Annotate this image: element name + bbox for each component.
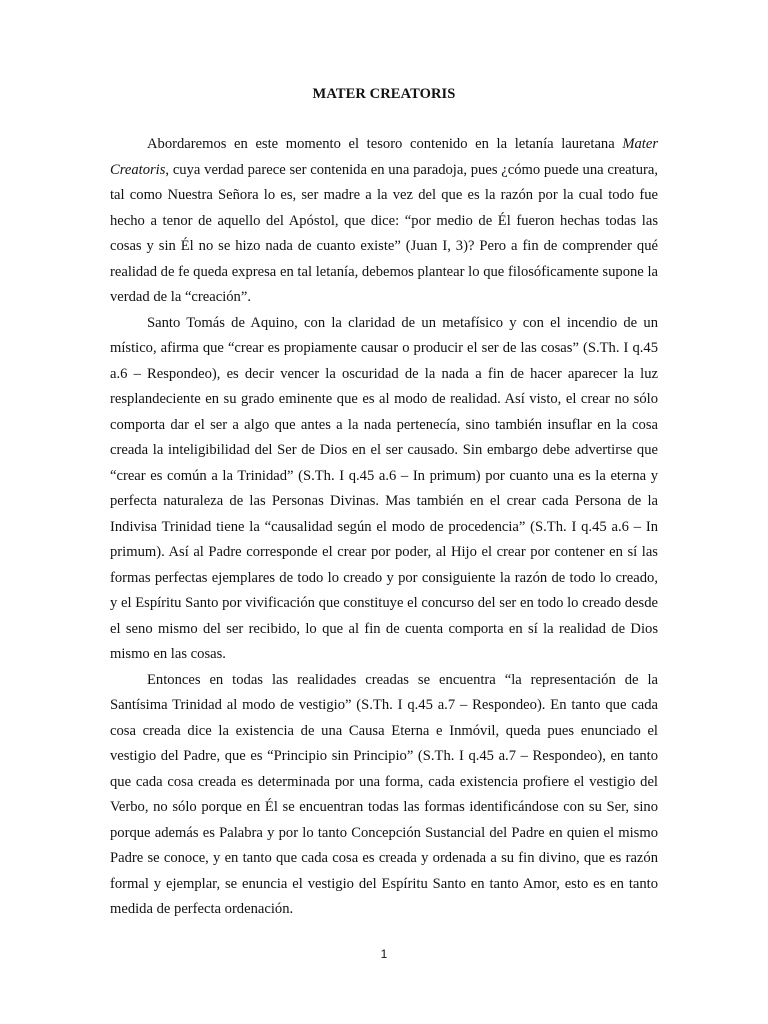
text-run: Santo Tomás de Aquino, con la claridad de un metafísico y con el incendio de un místico, afirma que “crear es propiamente causar o producir el ser de las cosas” (S.Th. I q.45 a.6 – Respondeo), es decir vencer la oscuridad de la nada a fin de hacer aparecer la luz resplandeciente en su grado eminente que es al modo de realidad. Así visto, el crear no sólo comporta dar el ser a algo que antes a la nada pertenecía, sino también insuflar en la cosa creada la inteligibilidad del Ser de Dios en el ser causado. Sin embargo debe advertirse que “crear es común a la Trinidad” (S.Th. I q.45 a.6 – In primum) por cuanto una es la eterna y perfecta naturaleza de las Personas Divinas. Mas también en el crear cada Persona de la Indivisa Trinidad tiene la “causalidad según el modo de procedencia” (S.Th. I q.45 a.6 – In primum). Así al Padre corresponde el crear por poder, al Hijo el crear por contener en sí las formas perfectas ejemplares de todo lo creado y por consiguiente la razón de todo lo creado, y el Espíritu Santo por vivificación que constituye el concurso del ser en todo lo creado desde el seno mismo del ser recibido, lo que al fin de cuenta comporta en sí la realidad de Dios mismo en las cosas.: [110, 314, 658, 662]
document-body: [110, 132, 658, 923]
document-title: MATER CREATORIS: [312, 86, 456, 102]
paragraph: [110, 132, 658, 311]
paragraph: [110, 668, 658, 923]
page-number: 1: [380, 947, 388, 961]
paragraph: [110, 311, 658, 668]
italic-text: Mater Creatoris: [110, 136, 658, 178]
text-run: , cuya verdad parece ser contenida en una paradoja, pues ¿cómo puede una creatura, tal como Nuestra Señora lo es, ser madre a la vez del que es la razón por la cual todo fue hecho a tenor de aquello del Apóstol, que dice: “por medio de Él fueron hechas todas las cosas y sin Él no se hizo nada de cuanto existe” (Juan I, 3)? Pero a fin de comprender qué realidad de fe queda expresa en tal letanía, debemos plantear lo que filosóficamente supone la verdad de la “creación”.: [110, 161, 658, 305]
text-run: Abordaremos en este momento el tesoro contenido en la letanía lauretana: [147, 136, 623, 152]
text-run: Entonces en todas las realidades creadas se encuentra “la representación de la Santísima Trinidad al modo de vestigio” (S.Th. I q.45 a.7 – Respondeo). En tanto que cada cosa creada dice la existencia de una Causa Eterna e Inmóvil, queda pues enunciado el vestigio del Padre, que es “Principio sin Principio” (S.Th. I q.45 a.7 – Respondeo), en tanto que cada cosa creada es determinada por una forma, cada existencia profiere el vestigio del Verbo, no sólo porque en Él se encuentran todas las formas identificándose con su Ser, sino porque además es Palabra y por lo tanto Concepción Sustancial del Padre en quien el mismo Padre se conoce, y en tanto que cada cosa es creada y ordenada a su fin divino, que es razón formal y ejemplar, se enuncia el vestigio del Espíritu Santo en tanto Amor, esto es en tanto medida de perfecta ordenación.: [110, 671, 658, 917]
